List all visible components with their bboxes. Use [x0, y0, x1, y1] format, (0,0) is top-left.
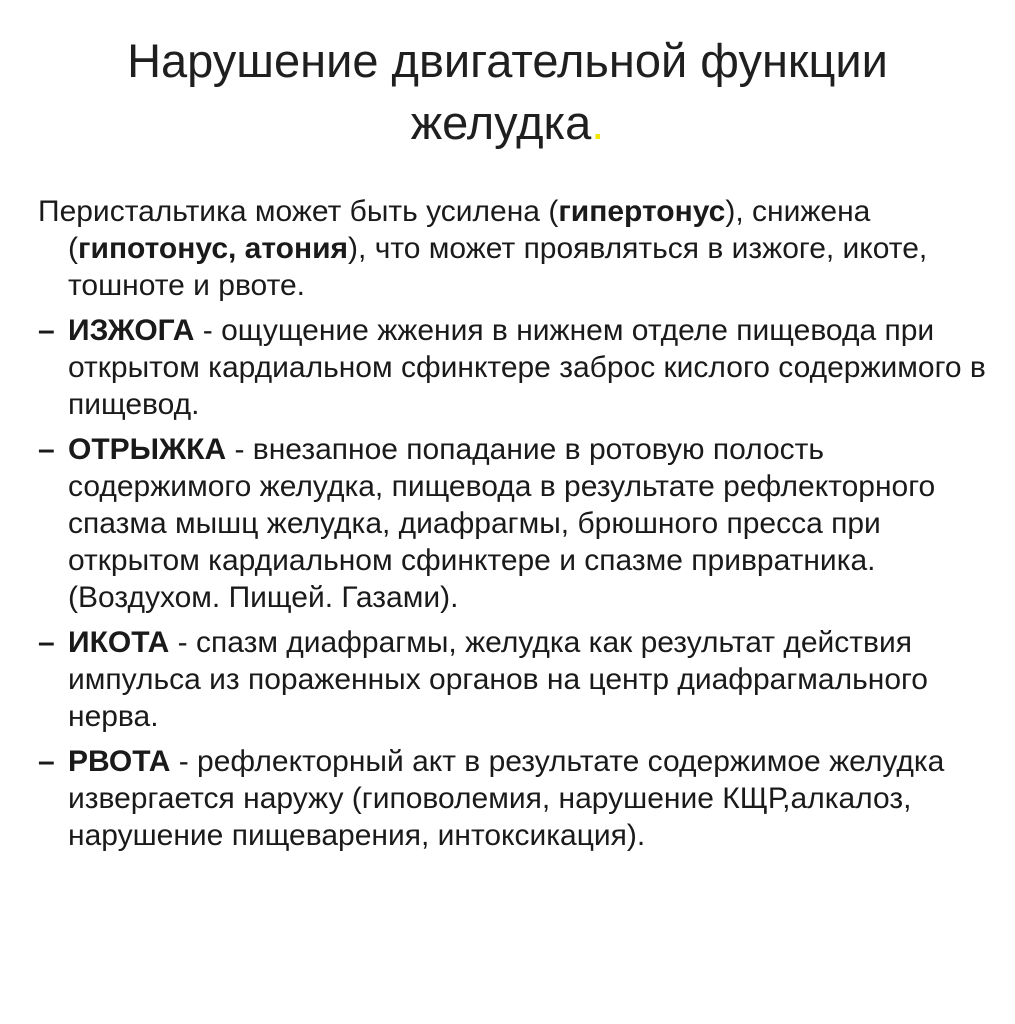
intro-text-2: ), снижена ( [68, 195, 871, 265]
term-heartburn: ИЗЖОГА [68, 314, 195, 347]
term-vomiting: РВОТА [68, 745, 171, 778]
list-dash: – [38, 626, 55, 659]
title-line-1: Нарушение двигательной функции [127, 34, 888, 87]
list-dash: – [38, 745, 55, 778]
list-item-heartburn [38, 312, 988, 423]
title-line-2: желудка [410, 96, 592, 149]
title-dot: . [591, 96, 605, 149]
list-dash: – [38, 433, 55, 466]
intro-paragraph [38, 193, 988, 304]
slide-body [38, 193, 988, 862]
list-item-vomiting [38, 743, 988, 854]
slide-title [40, 30, 975, 154]
term-belching: ОТРЫЖКА [68, 433, 227, 466]
term-hiccup: ИКОТА [68, 626, 170, 659]
intro-term-hypotonus: гипотонус, атония [78, 232, 349, 265]
intro-text-3: ), что может проявляться в изжоге, икоте, тошноте и рвоте. [68, 232, 928, 302]
intro-term-hypertonus: гипертонус [558, 195, 726, 228]
desc-hiccup: - спазм диафрагмы, желудка как результат действия импульса из пораженных органов на центр диафрагмального нерва. [68, 626, 928, 733]
intro-text-1: Перистальтика может быть усилена ( [38, 195, 559, 228]
desc-vomiting: - рефлекторный акт в результате содержимое желудка извергается наружу (гиповолемия, нарушение КЩР,алкалоз, нарушение пищеварения, интоксикация). [68, 745, 945, 852]
list-item-hiccup [38, 624, 988, 735]
desc-heartburn: - ощущение жжения в нижнем отделе пищевода при открытом кардиальном сфинктере заброс кислого содержимого в пищевод. [68, 314, 986, 421]
desc-belching: - внезапное попадание в ротовую полость содержимого желудка, пищевода в результате рефлекторного спазма мышц желудка, диафрагмы, брюшного пресса при открытом кардиальном сфинктере и спазме привратника. (Воздухом. Пищей. Газами). [68, 433, 936, 614]
list-item-belching [38, 431, 988, 616]
list-dash: – [38, 314, 55, 347]
